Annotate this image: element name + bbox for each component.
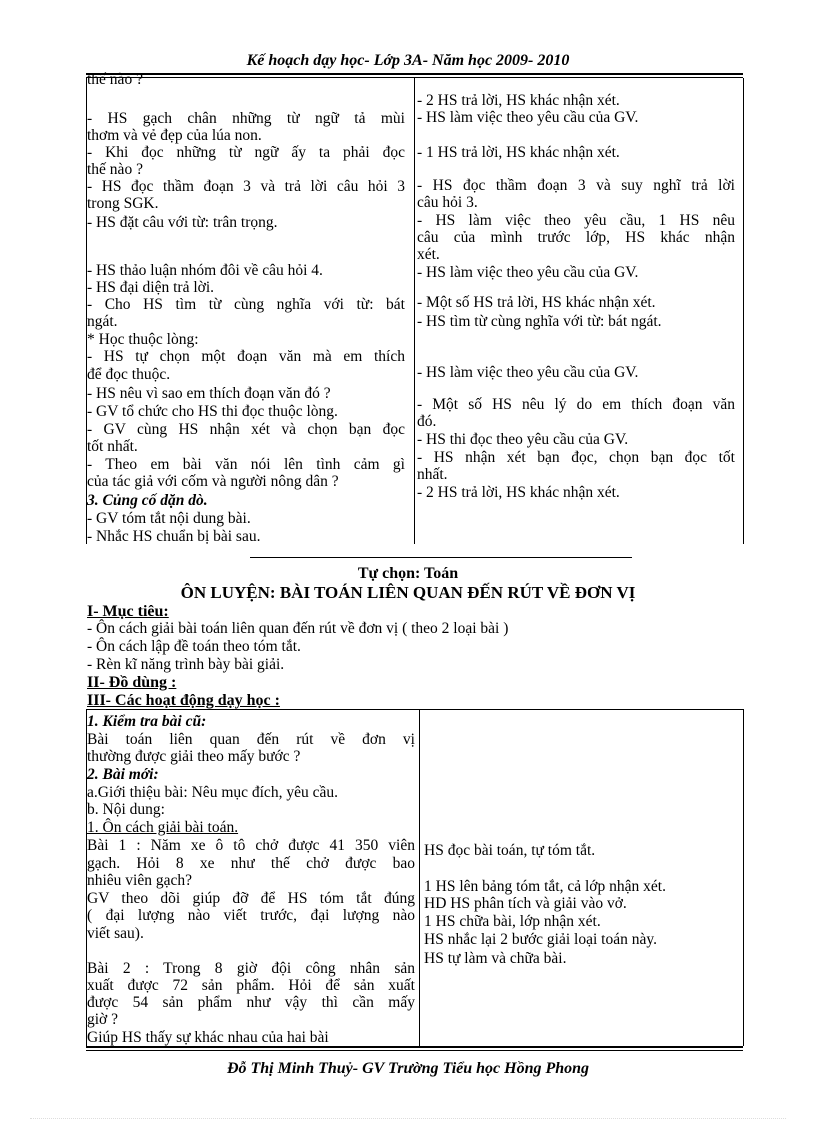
- table-line: - HS tìm từ cùng nghĩa với từ: bát ngát.: [417, 313, 662, 330]
- table2-divider: [419, 709, 420, 1046]
- table-line: - HS tự chọn một đoạn văn mà em thích: [87, 348, 405, 365]
- table-line: - Cho HS tìm từ cùng nghĩa với từ: bát: [87, 296, 405, 313]
- table-line: - HS đặt câu với từ: trân trọng.: [87, 214, 278, 231]
- table-line: - HS thi đọc theo yêu cầu của GV.: [417, 431, 629, 448]
- table-line: nhiêu viên gạch?: [87, 872, 193, 889]
- page-footer: Đỗ Thị Minh Thuỷ- GV Trường Tiểu học Hồng Phong: [226, 1060, 590, 1077]
- table-line: HS nhắc lại 2 bước giải loại toán này.: [424, 931, 657, 948]
- table-line: gạch. Hỏi 8 xe như thế chở được bao: [87, 855, 415, 872]
- table-line: - HS làm việc theo yêu cầu của GV.: [417, 109, 639, 126]
- activities-heading: III- Các hoạt động dạy học :: [87, 692, 280, 709]
- objective-item: - Rèn kĩ năng trình bày bài giải.: [87, 656, 285, 673]
- table-line: - GV cùng HS nhận xét và chọn bạn đọc: [87, 421, 405, 438]
- table-line: - HS thảo luận nhóm đôi về câu hỏi 4.: [87, 262, 323, 279]
- table-line: thường được giải theo mấy bước ?: [87, 748, 301, 765]
- table-line: - HS đọc thầm đoạn 3 và trả lời câu hỏi 3: [87, 178, 405, 195]
- objective-item: - Ôn cách lập đề toán theo tóm tắt.: [87, 638, 301, 655]
- table-line: câu hỏi 3.: [417, 194, 478, 211]
- table-line: để đọc thuộc.: [87, 366, 171, 383]
- table-line: * Học thuộc lòng:: [87, 331, 199, 348]
- table-line: GV theo dõi giúp đỡ để HS tóm tắt đúng: [87, 890, 415, 907]
- table-line: Bài toán liên quan đến rút về đơn vị: [87, 731, 415, 748]
- page-header: Kế hoạch dạy học- Lớp 3A- Năm học 2009- 2010: [246, 52, 570, 69]
- table-line: - 1 HS trả lời, HS khác nhận xét.: [417, 144, 620, 161]
- table-line: - HS làm việc theo yêu cầu, 1 HS nêu: [417, 212, 735, 229]
- table-line: - 2 HS trả lời, HS khác nhận xét.: [417, 92, 620, 109]
- table-line: câu của mình trước lớp, HS khác nhận: [417, 229, 735, 246]
- table-line: 3. Củng cố dặn dò.: [87, 492, 208, 509]
- table-line: tốt nhất.: [87, 438, 138, 455]
- objectives-heading: I- Mục tiêu:: [87, 603, 169, 620]
- table2-top-border: [86, 709, 743, 710]
- page-edge-dots: [30, 1118, 786, 1119]
- objective-item: - Ôn cách giải bài toán liên quan đến rút về đơn vị ( theo 2 loại bài ): [87, 620, 509, 637]
- table-line: - Nhắc HS chuẩn bị bài sau.: [87, 528, 261, 545]
- footer-rule-bottom: [86, 1050, 743, 1051]
- table-line: a.Giới thiệu bài: Nêu mục đích, yêu cầu.: [87, 784, 338, 801]
- table-line: HS tự làm và chữa bài.: [424, 950, 567, 967]
- footer-rule-top: [86, 1046, 743, 1048]
- lesson-subtitle: Tự chọn: Toán: [357, 565, 459, 582]
- table-line: - HS làm việc theo yêu cầu của GV.: [417, 264, 639, 281]
- table-line: 1 HS chữa bài, lớp nhận xét.: [424, 913, 601, 930]
- table-line: 2. Bài mới:: [87, 766, 159, 783]
- table-line: thế nào ?: [87, 161, 143, 178]
- table-line: b. Nội dung:: [87, 801, 165, 818]
- table-line: - Theo em bài văn nói lên tình cảm gì: [87, 456, 405, 473]
- table-line: thơm và vẻ đẹp của lúa non.: [87, 127, 262, 144]
- table-line: HS đọc bài toán, tự tóm tắt.: [424, 842, 596, 859]
- table-line: đó.: [417, 413, 437, 430]
- section-divider: [250, 557, 632, 558]
- table-line: giờ ?: [87, 1011, 119, 1028]
- table-line: viết sau).: [87, 925, 144, 942]
- table-line: 1 HS lên bảng tóm tắt, cả lớp nhận xét.: [424, 878, 666, 895]
- lesson-title: ÔN LUYỆN: BÀI TOÁN LIÊN QUAN ĐẾN RÚT VỀ ĐƠN VỊ: [180, 583, 636, 602]
- table-line: - HS nhận xét bạn đọc, chọn bạn đọc tốt: [417, 449, 735, 466]
- table-line: ngát.: [87, 313, 118, 330]
- table-line: - HS đại diện trả lời.: [87, 279, 215, 296]
- table2-right-border: [743, 709, 744, 1046]
- table-line: ( đại lượng nào viết trước, đại lượng nào: [87, 907, 415, 924]
- table-line: trong SGK.: [87, 195, 159, 212]
- table-line: xét.: [417, 246, 440, 263]
- table-line: - Khi đọc những từ ngữ ấy ta phải đọc: [87, 144, 405, 161]
- table-line: - HS đọc thầm đoạn 3 và suy nghĩ trả lời: [417, 177, 735, 194]
- table1-right-border: [743, 78, 744, 544]
- table-line: Bài 2 : Trong 8 giờ đội công nhân sản: [87, 960, 415, 977]
- table-line: 1. Kiểm tra bài cũ:: [87, 713, 207, 730]
- table-line: - HS làm việc theo yêu cầu của GV.: [417, 364, 639, 381]
- table-line: - GV tổ chức cho HS thi đọc thuộc lòng.: [87, 403, 338, 420]
- table-line: 1. Ôn cách giải bài toán.: [87, 819, 239, 836]
- table-line: xuất được 72 sản phẩm. Hỏi để sản xuất: [87, 977, 415, 994]
- table-line: - 2 HS trả lời, HS khác nhận xét.: [417, 484, 620, 501]
- table-line: - HS gạch chân những từ ngữ tả mùi: [87, 110, 405, 127]
- table-line: của tác giả với cốm và người nông dân ?: [87, 473, 339, 490]
- table-line: được 54 sản phẩm như vậy thì cần mấy: [87, 994, 415, 1011]
- table-line: - HS nêu vì sao em thích đoạn văn đó ?: [87, 385, 331, 402]
- table-line: HD HS phân tích và giải vào vở.: [424, 895, 627, 912]
- table-line: - GV tóm tắt nội dung bài.: [87, 510, 251, 527]
- table-line: - Một số HS nêu lý do em thích đoạn văn: [417, 396, 735, 413]
- table1-divider: [414, 78, 415, 544]
- materials-heading: II- Đồ dùng :: [87, 674, 177, 691]
- table-line: - Một số HS trả lời, HS khác nhận xét.: [417, 294, 656, 311]
- table-line: Giúp HS thấy sự khác nhau của hai bài: [87, 1029, 329, 1046]
- table-line: Bài 1 : Năm xe ô tô chở được 41 350 viên: [87, 837, 415, 854]
- table-line: nhất.: [417, 466, 448, 483]
- table-line: thế nào ?: [87, 71, 143, 88]
